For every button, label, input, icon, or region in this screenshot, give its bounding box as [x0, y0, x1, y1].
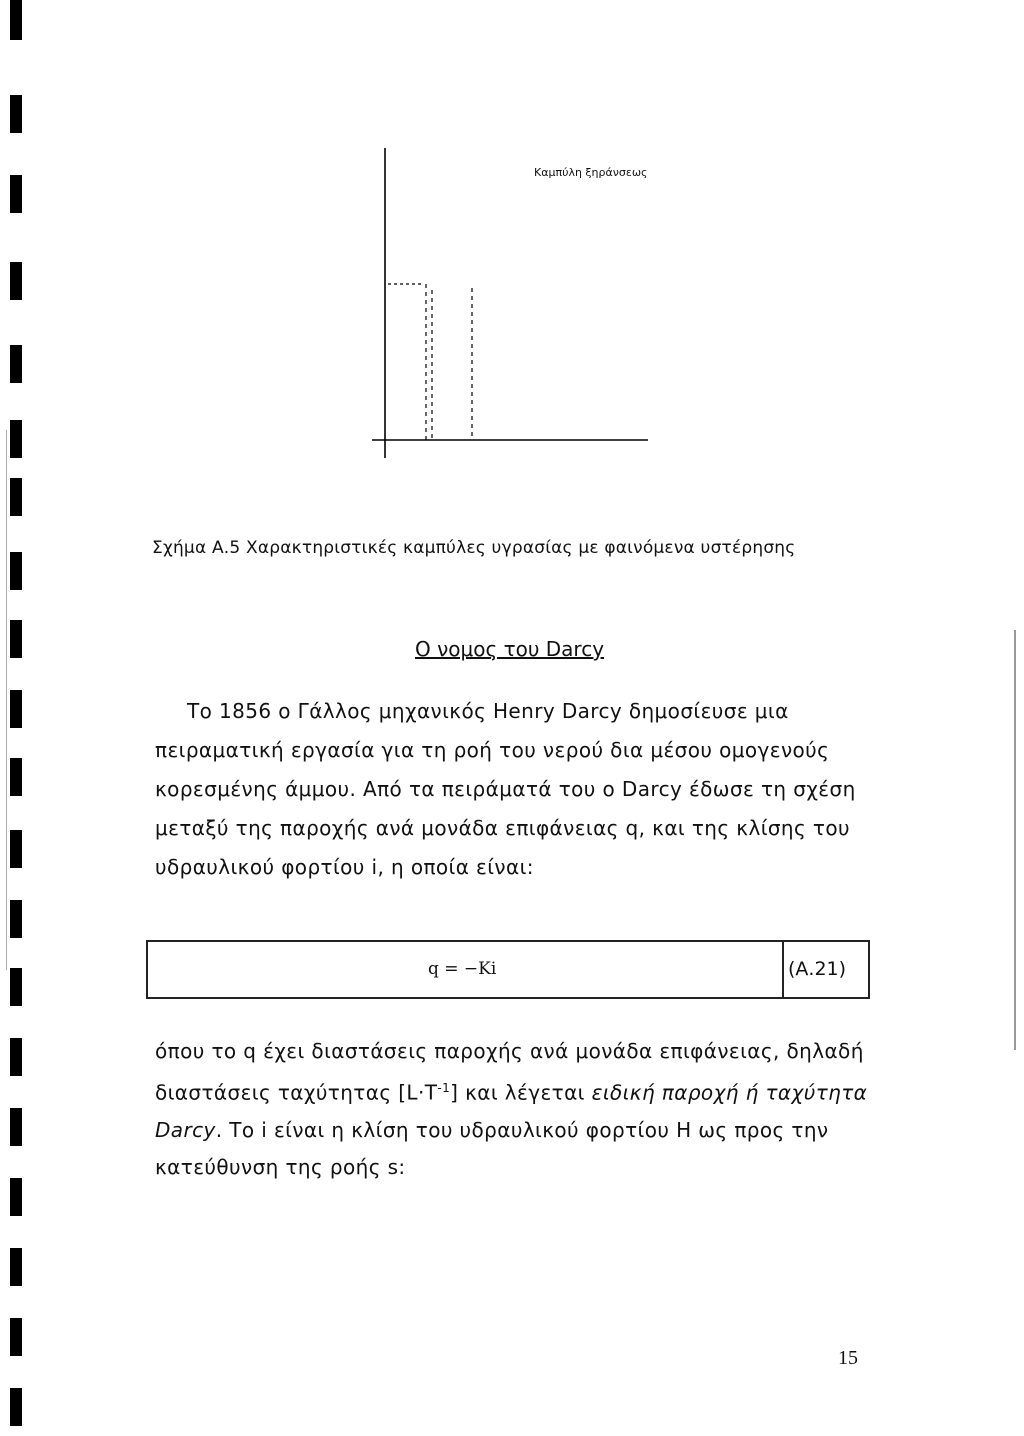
binding-mark — [10, 968, 22, 1006]
page-number: 15 — [838, 1347, 858, 1369]
exponent: -1 — [437, 1081, 451, 1095]
paragraph-2-line — [155, 1070, 867, 1112]
called-text: ] και λέγεται — [450, 1080, 592, 1105]
binding-mark — [10, 620, 22, 658]
binding-mark — [10, 1108, 22, 1146]
paragraph-1-line: πειραματική εργασία για τη ροή του νερού δια μέσου ομογενούς — [155, 738, 830, 762]
binding-mark — [10, 1388, 22, 1426]
binding-mark — [10, 175, 22, 213]
term-darcy: Darcy — [155, 1117, 216, 1142]
binding-mark — [10, 95, 22, 133]
paragraph-2-line: κατεύθυνση της ροής s: — [155, 1154, 406, 1179]
curve-label: Καμπύλη ξηράνσεως — [534, 166, 648, 179]
equation-formula: q = −Ki — [428, 959, 497, 979]
paragraph-1-line: κορεσμένης άμμου. Από τα πειράματά του ο Darcy έδωσε τη σχέση — [155, 777, 856, 801]
equation-number: (Α.21) — [788, 958, 847, 980]
binding-mark — [10, 552, 22, 590]
binding-mark — [10, 690, 22, 728]
paragraph-1-line: υδραυλικού φορτίου i, η οποία είναι: — [155, 855, 534, 879]
binding-mark — [10, 478, 22, 516]
equation-box — [146, 940, 870, 999]
binding-mark — [10, 758, 22, 796]
dimension-text: διαστάσεις ταχύτητας [L·T — [155, 1080, 438, 1105]
section-heading: Ο νομος του Darcy — [415, 637, 605, 661]
paragraph-1-line: Το 1856 ο Γάλλος μηχανικός Henry Darcy δημοσίευσε μια — [187, 699, 789, 723]
binding-mark — [10, 420, 22, 458]
gradient-text: . Το i είναι η κλίση του υδραυλικού φορτίου Η ως προς την — [215, 1117, 829, 1142]
equation-divider — [782, 942, 784, 997]
binding-mark — [10, 1248, 22, 1286]
binding-mark — [10, 1178, 22, 1216]
paragraph-1-line: μεταξύ της παροχής ανά μονάδα επιφάνειας q, και της κλίσης του — [155, 816, 850, 840]
binding-mark — [10, 345, 22, 383]
paragraph-2-line — [155, 1112, 867, 1149]
binding-mark — [10, 262, 22, 300]
binding-mark — [10, 900, 22, 938]
binding-mark — [10, 0, 22, 40]
paragraph-2-line: όπου το q έχει διαστάσεις παροχής ανά μονάδα επιφάνειας, δηλαδή — [155, 1039, 864, 1063]
hysteresis-figure — [360, 140, 680, 460]
binding-mark — [10, 1318, 22, 1356]
paragraph-2 — [155, 1033, 867, 1186]
binding-mark — [10, 830, 22, 868]
paragraph-1 — [155, 692, 856, 887]
figure-caption: Σχήμα Α.5 Χαρακτηριστικές καμπύλες υγρασίας με φαινόμενα υστέρησης — [152, 538, 796, 558]
scan-edge-line — [6, 430, 7, 970]
binding-mark — [10, 1038, 22, 1076]
scan-edge-line — [1014, 630, 1016, 1050]
term-specific-discharge: ειδική παροχή ή ταχύτητα — [591, 1080, 868, 1105]
